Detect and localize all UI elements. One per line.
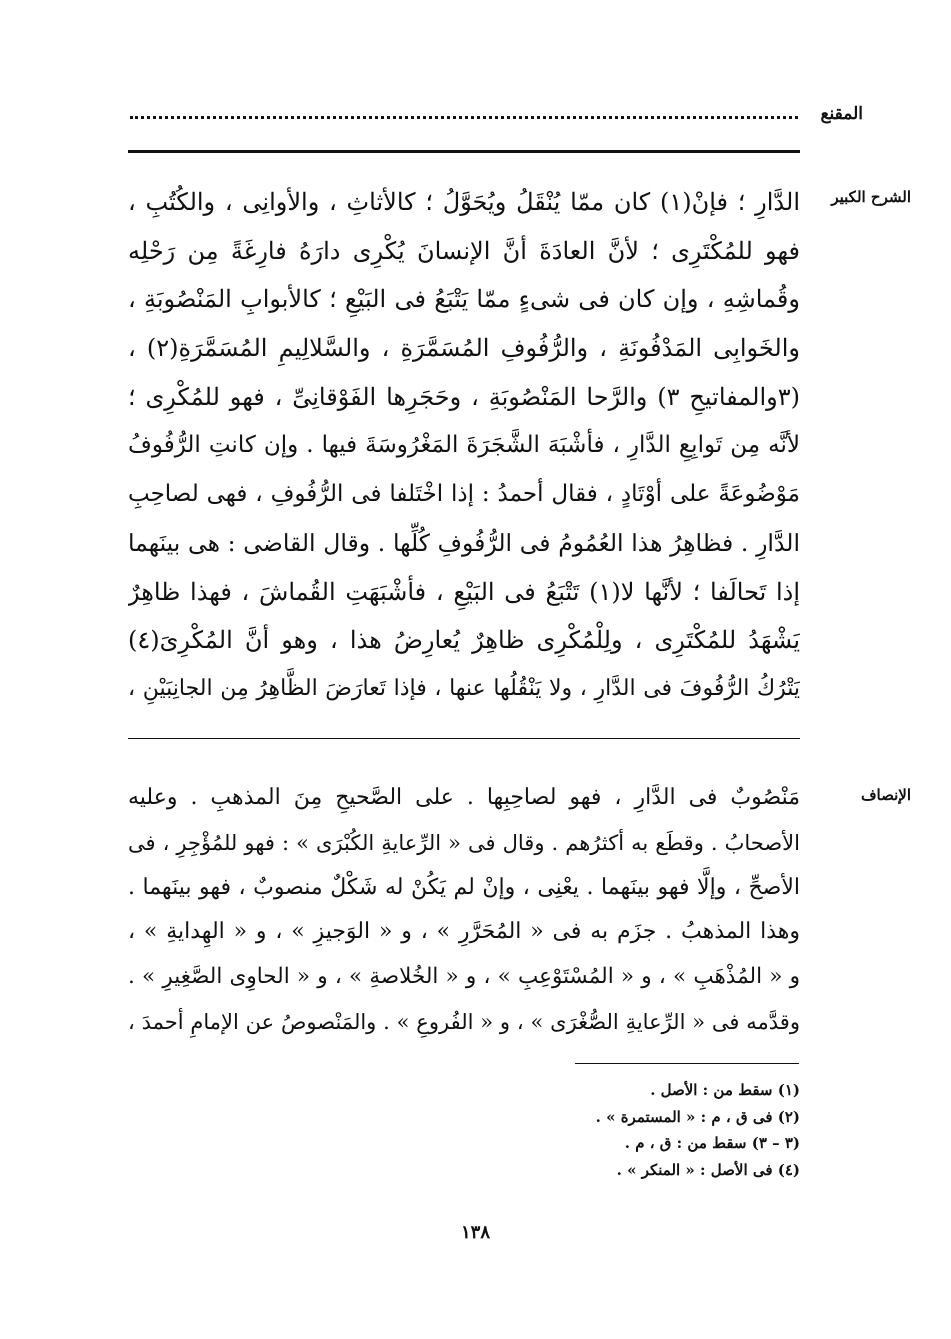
footnotes: [596, 1077, 800, 1183]
commentary-line: والخَوابِى المَدْفُونَةِ ، والرُّفُوفِ المُسَمَّرَةِ ، والسَّلالِيمِ المُسَمَّرَةِ(٢) ،: [128, 334, 800, 363]
insaf-text: [128, 776, 800, 1045]
insaf-section-label: الإنصاف: [860, 786, 911, 804]
commentary-line: فهو للمُكْتَرِى ؛ لأنَّ العادَةَ أنَّ الإنسانَ يُكْرِى دارَهُ فارِغَةً مِن رَحْلِه: [128, 236, 800, 265]
commentary-line: الدَّارِ ؛ فإنْ(١) كان ممّا يُنْقَلُ ويُحَوَّلُ ؛ كالأثاثِ ، والأوانِى ، والكُتُبِ ،: [128, 188, 800, 216]
commentary-line: (٣والمفاتيحِ ٣) والرَّحا المَنْصُوبَةِ ، وحَجَرِها الفَوْقانِىِّ ، فهو للمُكْرِى ؛: [128, 382, 800, 411]
insaf-line: و « المُذْهَبِ » ، و « المُسْتَوْعِبِ » ، و « الخُلاصةِ » ، و « الحاوِى الصَّغِيرِ » .: [128, 964, 800, 990]
commentary-line: إذا تَحالَفا ؛ لأنَّها لا(١) تَتْبَعُ فى البَيْعِ ، فأشْبَهَتِ القُماشَ ، فهذا ظاهِرٌ: [128, 577, 800, 606]
commentary-text: [128, 178, 800, 714]
insaf-line: مَنْصُوبٌ فى الدَّارِ ، فهو لصاحِبِها . على الصَّحيحِ مِنَ المذهبِ . وعليه: [128, 785, 800, 810]
footnote-rule: [575, 1063, 799, 1064]
commentary-line: يَتْرُكُ الرُّفُوفَ فى الدَّارِ ، ولا يَنْقُلُها عنها ، فإذا تَعارَضَ الظَّاهِرُ مِن الجانِبَيْنِ ،: [128, 675, 800, 701]
header-dotted-leader: [130, 108, 798, 119]
commentary-section-label: الشرح الكبير: [831, 188, 911, 206]
commentary-line: مَوْضُوعَةً على أوْتَادٍ ، فقال أحمدُ : إذا اخْتَلفا فى الرُّفُوفِ ، فهى لصاحِبِ: [128, 481, 800, 508]
page-number: ١٣٨: [460, 1222, 490, 1243]
section-divider: [128, 738, 800, 739]
running-header-title: المقنع: [820, 104, 863, 124]
commentary-line: وقُماشِهِ ، وإن كان فى شىءٍ ممّا يَتْبَعُ فى البَيْعِ ؛ كالأبوابِ المَنْصُوبَةِ ،: [128, 285, 800, 314]
footnote-item: (٤) فى الأصل : « المنكر » .: [616, 1160, 800, 1179]
footnote-item: (٢) فى ق ، م : « المستمرة » .: [595, 1107, 800, 1126]
insaf-line: وهذا المذهبُ . جزَم به فى « المُحَرَّرِ » ، و « الوَجيزِ » ، و « الهِدايةِ » ،: [128, 919, 800, 945]
insaf-line: وقدَّمه فى « الرِّعايةِ الصُّغْرَى » ، و « الفُروعِ » . والمَنْصوصُ عن الإمامِ أحمدَ ،: [128, 1009, 800, 1034]
footnote-item: (١) سقط من : الأصل .: [650, 1081, 800, 1099]
insaf-line: الأصحابُ . وقطَع به أكثرُهم . وقال فى « الرِّعايةِ الكُبْرَى » : فهو للمُؤْجِرِ ، فى: [128, 830, 800, 855]
header-rule: [128, 150, 800, 153]
commentary-line: يَشْهَدُ للمُكْتَرِى ، ولِلْمُكْرِى ظاهِرٌ يُعارِضُ هذا ، وهو أنَّ المُكْرِىَ(٤): [128, 626, 800, 655]
insaf-line: الأصحِّ ، وإلَّا فهو بينَهما . يعْنِى ، وإنْ لم يَكُنْ له شَكْلٌ منصوبٌ ، فهو بينَهما .: [128, 874, 800, 900]
footnote-item: (٣ – ٣) سقط من : ق ، م .: [624, 1134, 800, 1152]
commentary-line: لأنَّه مِن تَوابِعِ الدَّارِ ، فأشْبَهَ الشَّجَرَةَ المَغْرُوسَةَ فيها . وإن كانتِ الرُّفُوفُ: [128, 432, 800, 459]
commentary-line: الدَّارِ . فظاهِرُ هذا العُمُومُ فى الرُّفُوفِ كُلِّها . وقال القاضى : هى بينَهما: [128, 528, 800, 557]
